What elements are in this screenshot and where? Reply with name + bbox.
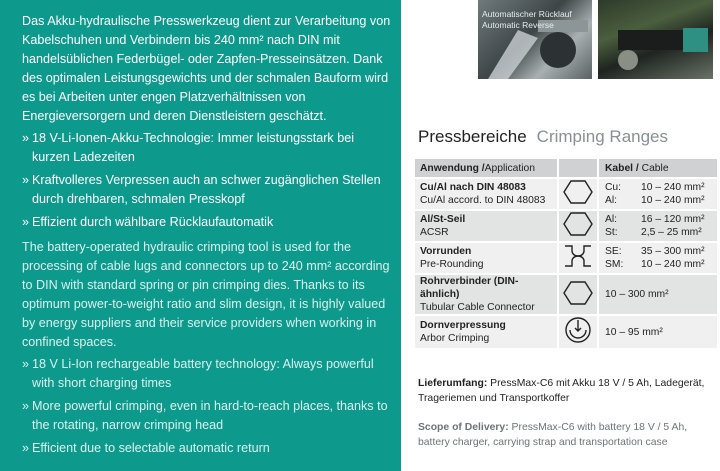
feature-item: » More powerful crimping, even in hard-to-reach places, thanks to the rotating, narrow crimping head <box>22 397 391 435</box>
scope-of-delivery-en: Scope of Delivery: PressMax-C6 with battery 18 V / 5 Ah, battery charger, carrying strap and transportation case <box>418 422 688 448</box>
table-header-row <box>415 159 717 178</box>
photo-caption-en: Automatic Reverse <box>482 20 554 30</box>
heading-de: Pressbereiche <box>418 127 527 146</box>
crimping-ranges-heading <box>418 127 668 147</box>
crimping-ranges-table <box>415 159 717 350</box>
arbor-die-icon <box>558 315 598 349</box>
feature-item: » Efficient due to selectable automatic return <box>22 439 391 458</box>
scope-of-delivery-de: Lieferumfang: PressMax-C6 mit Akku 18 V / 5 Ah, Ladegerät, Trageriemen und Transportkoffer <box>418 378 705 404</box>
application-header: Anwendung /Application <box>415 159 558 178</box>
feature-item: » Effizient durch wählbare Rücklaufautomatik <box>22 213 391 232</box>
intro-de: Das Akku-hydraulische Presswerkzeug dient zur Verarbeitung von Kabelschuhen und Verbindern bis 240 mm² nach DIN mit handelsüblichen Federbügel- oder Zapfen-Presseinsätzen. Dank des optimalen Leistungsgewichts und der schmalen Bauform wird es bei Arbeiten unter engen Platzverhältnissen von Energieversorgern und deren Dienstleistern geschätzt. <box>22 14 391 123</box>
photo-caption-de: Automatischer Rücklauf <box>482 9 572 19</box>
heading-en: Crimping Ranges <box>536 127 669 146</box>
hexagon-icon <box>558 210 598 242</box>
feature-list-en <box>22 355 391 458</box>
table-row: Dornverpressung Arbor Crimping 10 – 95 mm² <box>415 315 717 349</box>
pre-rounding-die-icon <box>558 242 598 274</box>
table-row: Vorrunden Pre-Rounding SE: 35 – 300 mm² SM: 10 – 240 mm² <box>415 242 717 274</box>
feature-list-de <box>22 129 391 232</box>
intro-en: The battery-operated hydraulic crimping tool is used for the processing of cable lugs and connectors up to 240 mm² according to DIN with standard spring or pin crimping dies. Thanks to its optimum power-to-weight ratio and slim design, it is highly valued by energy suppliers and their service providers when working in confined spaces. <box>22 240 390 349</box>
hexagon-icon <box>558 178 598 210</box>
hexagon-icon <box>558 274 598 315</box>
cable-header: Kabel / Cable <box>598 159 717 178</box>
feature-item: » 18 V-Li-Ionen-Akku-Technologie: Immer leistungsstark bei kurzen Ladezeiten <box>22 129 391 167</box>
product-photo-field-use <box>598 0 713 79</box>
product-photo-reverse <box>478 0 592 79</box>
table-row: Cu/Al nach DIN 48083 Cu/Al accord. to DIN 48083 Cu: 10 – 240 mm² Al: 10 – 240 mm² <box>415 178 717 210</box>
feature-item: » 18 V Li-Ion rechargeable battery technology: Always powerful with short charging times <box>22 355 391 393</box>
table-row: Rohrverbinder (DIN-ähnlich) Tubular Cable Connector 10 – 300 mm² <box>415 274 717 315</box>
feature-item: » Kraftvolleres Verpressen auch an schwer zugänglichen Stellen durch drehbaren, schmalen Presskopf <box>22 171 391 209</box>
table-row: Al/St-Seil ACSR Al: 16 – 120 mm² St: 2,5 – 25 mm² <box>415 210 717 242</box>
